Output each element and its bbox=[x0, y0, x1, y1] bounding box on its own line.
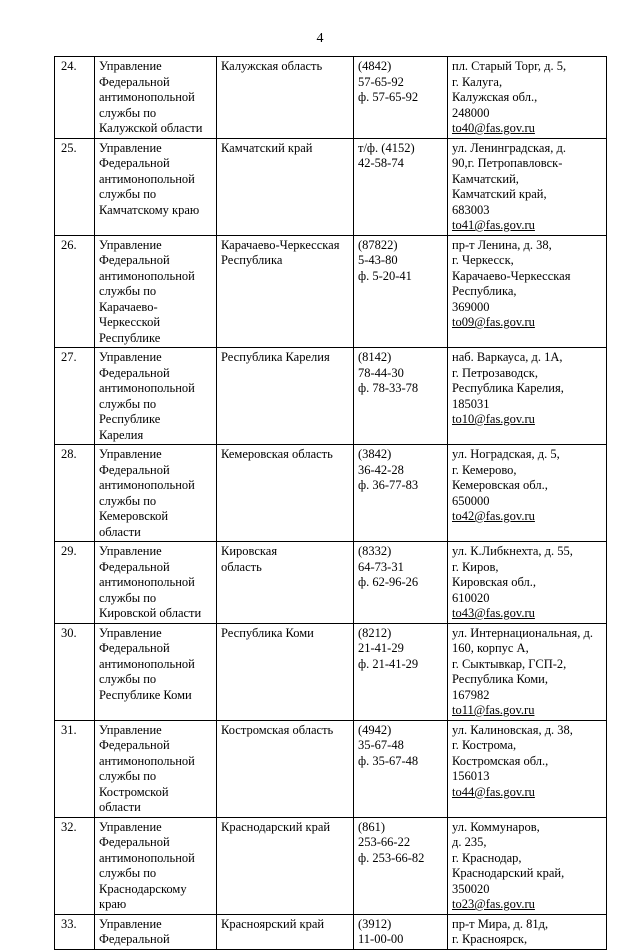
address-line: Костромская обл., bbox=[452, 753, 549, 768]
email-link[interactable]: to42@fas.gov.ru bbox=[452, 509, 535, 523]
office-name-line: антимонопольной bbox=[99, 90, 195, 104]
office-name-line: службы по bbox=[99, 769, 157, 783]
table-row bbox=[55, 914, 607, 949]
phones-line: ф. 35-67-48 bbox=[358, 753, 419, 768]
address-line: 350020 bbox=[452, 881, 490, 896]
office-name-cell bbox=[95, 720, 217, 817]
region-line: область bbox=[221, 559, 262, 574]
address-line: г. Петрозаводск, bbox=[452, 365, 538, 380]
address-line: Кемеровская обл., bbox=[452, 478, 548, 492]
office-name-line: службы по bbox=[99, 590, 157, 605]
page-number: 4 bbox=[316, 31, 324, 46]
table-row bbox=[55, 235, 607, 348]
phones-line: (3842) bbox=[358, 447, 392, 461]
office-name-line: Кемеровской bbox=[99, 509, 169, 523]
address-line: Камчатский край, bbox=[452, 187, 547, 201]
office-name-cell bbox=[95, 57, 217, 139]
address-line: г. Сыктывкар, ГСП-2, bbox=[452, 656, 567, 671]
region-line: Карачаево-Черкесская bbox=[221, 237, 340, 252]
office-name-line: службы по bbox=[99, 284, 157, 298]
phones-line: ф. 78-33-78 bbox=[358, 381, 419, 395]
office-name-line: антимонопольной bbox=[99, 171, 195, 186]
email-link[interactable]: to10@fas.gov.ru bbox=[452, 412, 535, 426]
phones-line: (8212) bbox=[358, 625, 392, 640]
region-line: Республика bbox=[221, 253, 283, 267]
address-line: ул. Коммунаров, bbox=[452, 819, 540, 834]
phones-line: 35-67-48 bbox=[358, 738, 404, 752]
table-row bbox=[55, 720, 607, 817]
address-line: 683003 bbox=[452, 202, 490, 217]
phones-cell bbox=[354, 623, 448, 720]
region-cell bbox=[217, 138, 354, 235]
address-line: г. Краснодар, bbox=[452, 850, 522, 865]
address-line: ул. Ленинградская, д. bbox=[452, 140, 566, 155]
office-name-line: антимонопольной bbox=[99, 268, 195, 283]
address-line: 160, корпус А, bbox=[452, 641, 529, 655]
office-name-line: Республике bbox=[99, 330, 161, 345]
address-line: Камчатский, bbox=[452, 171, 519, 186]
office-name-line: Республике bbox=[99, 412, 161, 426]
office-name-line: Управление bbox=[99, 237, 162, 252]
phones-line: ф. 253-66-82 bbox=[358, 850, 425, 865]
office-name-line: антимонопольной bbox=[99, 850, 195, 865]
address-line: ул. Интернациональная, д. bbox=[452, 625, 594, 640]
region-line: Кемеровская область bbox=[221, 447, 333, 461]
address-line: ул. Ноградская, д. 5, bbox=[452, 447, 560, 461]
address-cell bbox=[448, 445, 607, 542]
address-line: г. Калуга, bbox=[452, 74, 503, 89]
address-line: г. Черкесск, bbox=[452, 253, 514, 267]
address-line: Калужская обл., bbox=[452, 90, 538, 104]
office-name-line: Костромской bbox=[99, 784, 169, 799]
office-name-cell bbox=[95, 542, 217, 624]
email-link[interactable]: to40@fas.gov.ru bbox=[452, 121, 535, 135]
row-number: 24. bbox=[55, 57, 95, 139]
office-name-line: Управление bbox=[99, 59, 162, 73]
address-line: 610020 bbox=[452, 590, 490, 605]
region-cell bbox=[217, 720, 354, 817]
phones-cell bbox=[354, 235, 448, 348]
table-row bbox=[55, 542, 607, 624]
row-number: 31. bbox=[55, 720, 95, 817]
office-name-line: Федеральной bbox=[99, 462, 170, 477]
address-line: 369000 bbox=[452, 299, 490, 314]
address-cell bbox=[448, 348, 607, 445]
phones-line: ф. 57-65-92 bbox=[358, 90, 419, 104]
row-number: 33. bbox=[55, 914, 95, 949]
phones-line: 78-44-30 bbox=[358, 365, 404, 380]
row-number: 28. bbox=[55, 445, 95, 542]
address-line: г. Кострома, bbox=[452, 738, 517, 752]
region-cell bbox=[217, 914, 354, 949]
region-line: Камчатский край bbox=[221, 140, 313, 155]
office-name-line: Федеральной bbox=[99, 932, 170, 946]
office-name-line: Черкесской bbox=[99, 315, 161, 329]
address-line: Краснодарский край, bbox=[452, 866, 565, 880]
office-name-line: Карелия bbox=[99, 427, 144, 442]
region-line: Красноярский край bbox=[221, 916, 325, 931]
table-row bbox=[55, 623, 607, 720]
email-link[interactable]: to09@fas.gov.ru bbox=[452, 315, 535, 329]
region-cell bbox=[217, 542, 354, 624]
phones-line: 57-65-92 bbox=[358, 74, 404, 89]
email-link[interactable]: to11@fas.gov.ru bbox=[452, 703, 535, 717]
phones-line: 11-00-00 bbox=[358, 932, 404, 946]
region-line: Калужская область bbox=[221, 59, 323, 73]
address-line: Карачаево-Черкесская bbox=[452, 268, 571, 283]
email-link[interactable]: to41@fas.gov.ru bbox=[452, 218, 535, 232]
phones-cell bbox=[354, 348, 448, 445]
address-line: Кировская обл., bbox=[452, 575, 536, 589]
table-row bbox=[55, 817, 607, 914]
address-line: 90,г. Петропавловск- bbox=[452, 156, 563, 170]
office-name-line: службы по bbox=[99, 672, 157, 686]
office-name-line: Республике Коми bbox=[99, 687, 192, 702]
address-line: ул. К.Либкнехта, д. 55, bbox=[452, 544, 573, 558]
address-line: наб. Варкауса, д. 1А, bbox=[452, 350, 563, 364]
office-name-line: антимонопольной bbox=[99, 753, 195, 768]
phones-cell bbox=[354, 817, 448, 914]
phones-line: 64-73-31 bbox=[358, 559, 404, 574]
office-name-line: Федеральной bbox=[99, 156, 170, 170]
address-line: Республика Карелия, bbox=[452, 381, 564, 395]
region-line: Республика Коми bbox=[221, 625, 314, 640]
office-name-line: Федеральной bbox=[99, 559, 170, 574]
office-name-cell bbox=[95, 138, 217, 235]
phones-line: (87822) bbox=[358, 237, 398, 252]
phones-cell bbox=[354, 720, 448, 817]
address-line: г. Кемерово, bbox=[452, 462, 517, 477]
row-number: 30. bbox=[55, 623, 95, 720]
office-name-line: службы по bbox=[99, 105, 157, 120]
address-line: 185031 bbox=[452, 396, 490, 411]
region-cell bbox=[217, 348, 354, 445]
office-name-cell bbox=[95, 235, 217, 348]
office-name-line: антимонопольной bbox=[99, 478, 195, 492]
office-name-line: Управление bbox=[99, 350, 162, 364]
address-line: Республика, bbox=[452, 284, 517, 298]
address-line: 167982 bbox=[452, 687, 490, 702]
email-link[interactable]: to43@fas.gov.ru bbox=[452, 606, 535, 620]
office-name-line: антимонопольной bbox=[99, 656, 195, 671]
office-name-line: Управление bbox=[99, 819, 162, 834]
address-cell bbox=[448, 235, 607, 348]
phones-line: (3912) bbox=[358, 916, 392, 931]
office-name-cell bbox=[95, 445, 217, 542]
phones-line: (861) bbox=[358, 819, 386, 834]
region-line: Краснодарский край bbox=[221, 819, 331, 834]
address-line: г. Красноярск, bbox=[452, 932, 528, 946]
phones-line: (8142) bbox=[358, 350, 392, 364]
address-cell bbox=[448, 720, 607, 817]
address-line: пл. Старый Торг, д. 5, bbox=[452, 59, 567, 73]
office-name-line: Управление bbox=[99, 140, 162, 155]
phones-cell bbox=[354, 445, 448, 542]
office-name-cell bbox=[95, 348, 217, 445]
row-number: 25. bbox=[55, 138, 95, 235]
region-cell bbox=[217, 57, 354, 139]
office-name-cell bbox=[95, 914, 217, 949]
office-name-line: Управление bbox=[99, 625, 162, 640]
office-name-line: службы по bbox=[99, 866, 157, 880]
table-row bbox=[55, 348, 607, 445]
office-name-line: Краснодарскому bbox=[99, 881, 187, 896]
address-line: пр-т Ленина, д. 38, bbox=[452, 237, 552, 252]
address-line: 650000 bbox=[452, 493, 490, 508]
office-name-line: Федеральной bbox=[99, 365, 170, 380]
office-name-line: антимонопольной bbox=[99, 575, 195, 589]
office-name-line: области bbox=[99, 800, 141, 814]
office-name-line: краю bbox=[99, 897, 127, 911]
office-name-line: службы по bbox=[99, 396, 157, 411]
office-name-line: Калужской области bbox=[99, 121, 203, 135]
region-cell bbox=[217, 445, 354, 542]
address-cell bbox=[448, 817, 607, 914]
office-name-line: антимонопольной bbox=[99, 381, 195, 395]
address-line: д. 235, bbox=[452, 835, 487, 849]
address-cell bbox=[448, 57, 607, 139]
region-cell bbox=[217, 817, 354, 914]
office-name-line: Федеральной bbox=[99, 74, 170, 89]
phones-cell bbox=[354, 542, 448, 624]
row-number: 27. bbox=[55, 348, 95, 445]
phones-line: (4842) bbox=[358, 59, 392, 73]
office-name-line: Карачаево- bbox=[99, 299, 158, 314]
phones-line: 253-66-22 bbox=[358, 835, 411, 849]
phones-cell bbox=[354, 914, 448, 949]
region-line: Республика Карелия bbox=[221, 350, 330, 364]
office-name-line: Кировской области bbox=[99, 606, 202, 620]
office-name-cell bbox=[95, 623, 217, 720]
address-cell bbox=[448, 138, 607, 235]
office-name-line: Федеральной bbox=[99, 738, 170, 752]
phones-line: (4942) bbox=[358, 722, 392, 737]
office-name-line: Управление bbox=[99, 916, 162, 931]
phones-line: ф. 5-20-41 bbox=[358, 268, 412, 283]
office-name-line: Управление bbox=[99, 544, 162, 558]
address-cell bbox=[448, 623, 607, 720]
office-name-line: Федеральной bbox=[99, 253, 170, 267]
office-name-line: Камчатскому краю bbox=[99, 202, 200, 217]
address-cell bbox=[448, 542, 607, 624]
address-line: 248000 bbox=[452, 105, 490, 120]
phones-line: ф. 62-96-26 bbox=[358, 575, 419, 589]
table-row bbox=[55, 138, 607, 235]
region-line: Кировская bbox=[221, 544, 278, 558]
address-line: 156013 bbox=[452, 769, 490, 783]
office-name-line: службы по bbox=[99, 493, 157, 508]
address-cell bbox=[448, 914, 607, 949]
phones-cell bbox=[354, 57, 448, 139]
table-row bbox=[55, 445, 607, 542]
row-number: 26. bbox=[55, 235, 95, 348]
office-name-line: Управление bbox=[99, 447, 162, 461]
phones-line: (8332) bbox=[358, 544, 392, 558]
region-cell bbox=[217, 235, 354, 348]
address-line: пр-т Мира, д. 81д, bbox=[452, 916, 549, 931]
contacts-table-body bbox=[55, 57, 607, 950]
table-row bbox=[55, 57, 607, 139]
address-line: г. Киров, bbox=[452, 559, 499, 574]
address-line: Республика Коми, bbox=[452, 672, 548, 686]
email-link[interactable]: to44@fas.gov.ru bbox=[452, 784, 535, 799]
phones-cell bbox=[354, 138, 448, 235]
phones-line: 5-43-80 bbox=[358, 253, 398, 267]
phones-line: 21-41-29 bbox=[358, 641, 404, 655]
row-number: 32. bbox=[55, 817, 95, 914]
region-line: Костромская область bbox=[221, 722, 334, 737]
office-name-line: Федеральной bbox=[99, 641, 170, 655]
email-link[interactable]: to23@fas.gov.ru bbox=[452, 897, 535, 911]
region-cell bbox=[217, 623, 354, 720]
office-name-line: службы по bbox=[99, 187, 157, 201]
office-name-cell bbox=[95, 817, 217, 914]
address-line: ул. Калиновская, д. 38, bbox=[452, 722, 573, 737]
phones-line: 36-42-28 bbox=[358, 462, 404, 477]
contacts-table bbox=[54, 56, 607, 950]
phones-line: ф. 36-77-83 bbox=[358, 478, 419, 492]
phones-line: ф. 21-41-29 bbox=[358, 656, 419, 671]
office-name-line: области bbox=[99, 524, 141, 539]
row-number: 29. bbox=[55, 542, 95, 624]
office-name-line: Управление bbox=[99, 722, 162, 737]
phones-line: 42-58-74 bbox=[358, 156, 404, 170]
phones-line: т/ф. (4152) bbox=[358, 140, 415, 155]
office-name-line: Федеральной bbox=[99, 835, 170, 849]
